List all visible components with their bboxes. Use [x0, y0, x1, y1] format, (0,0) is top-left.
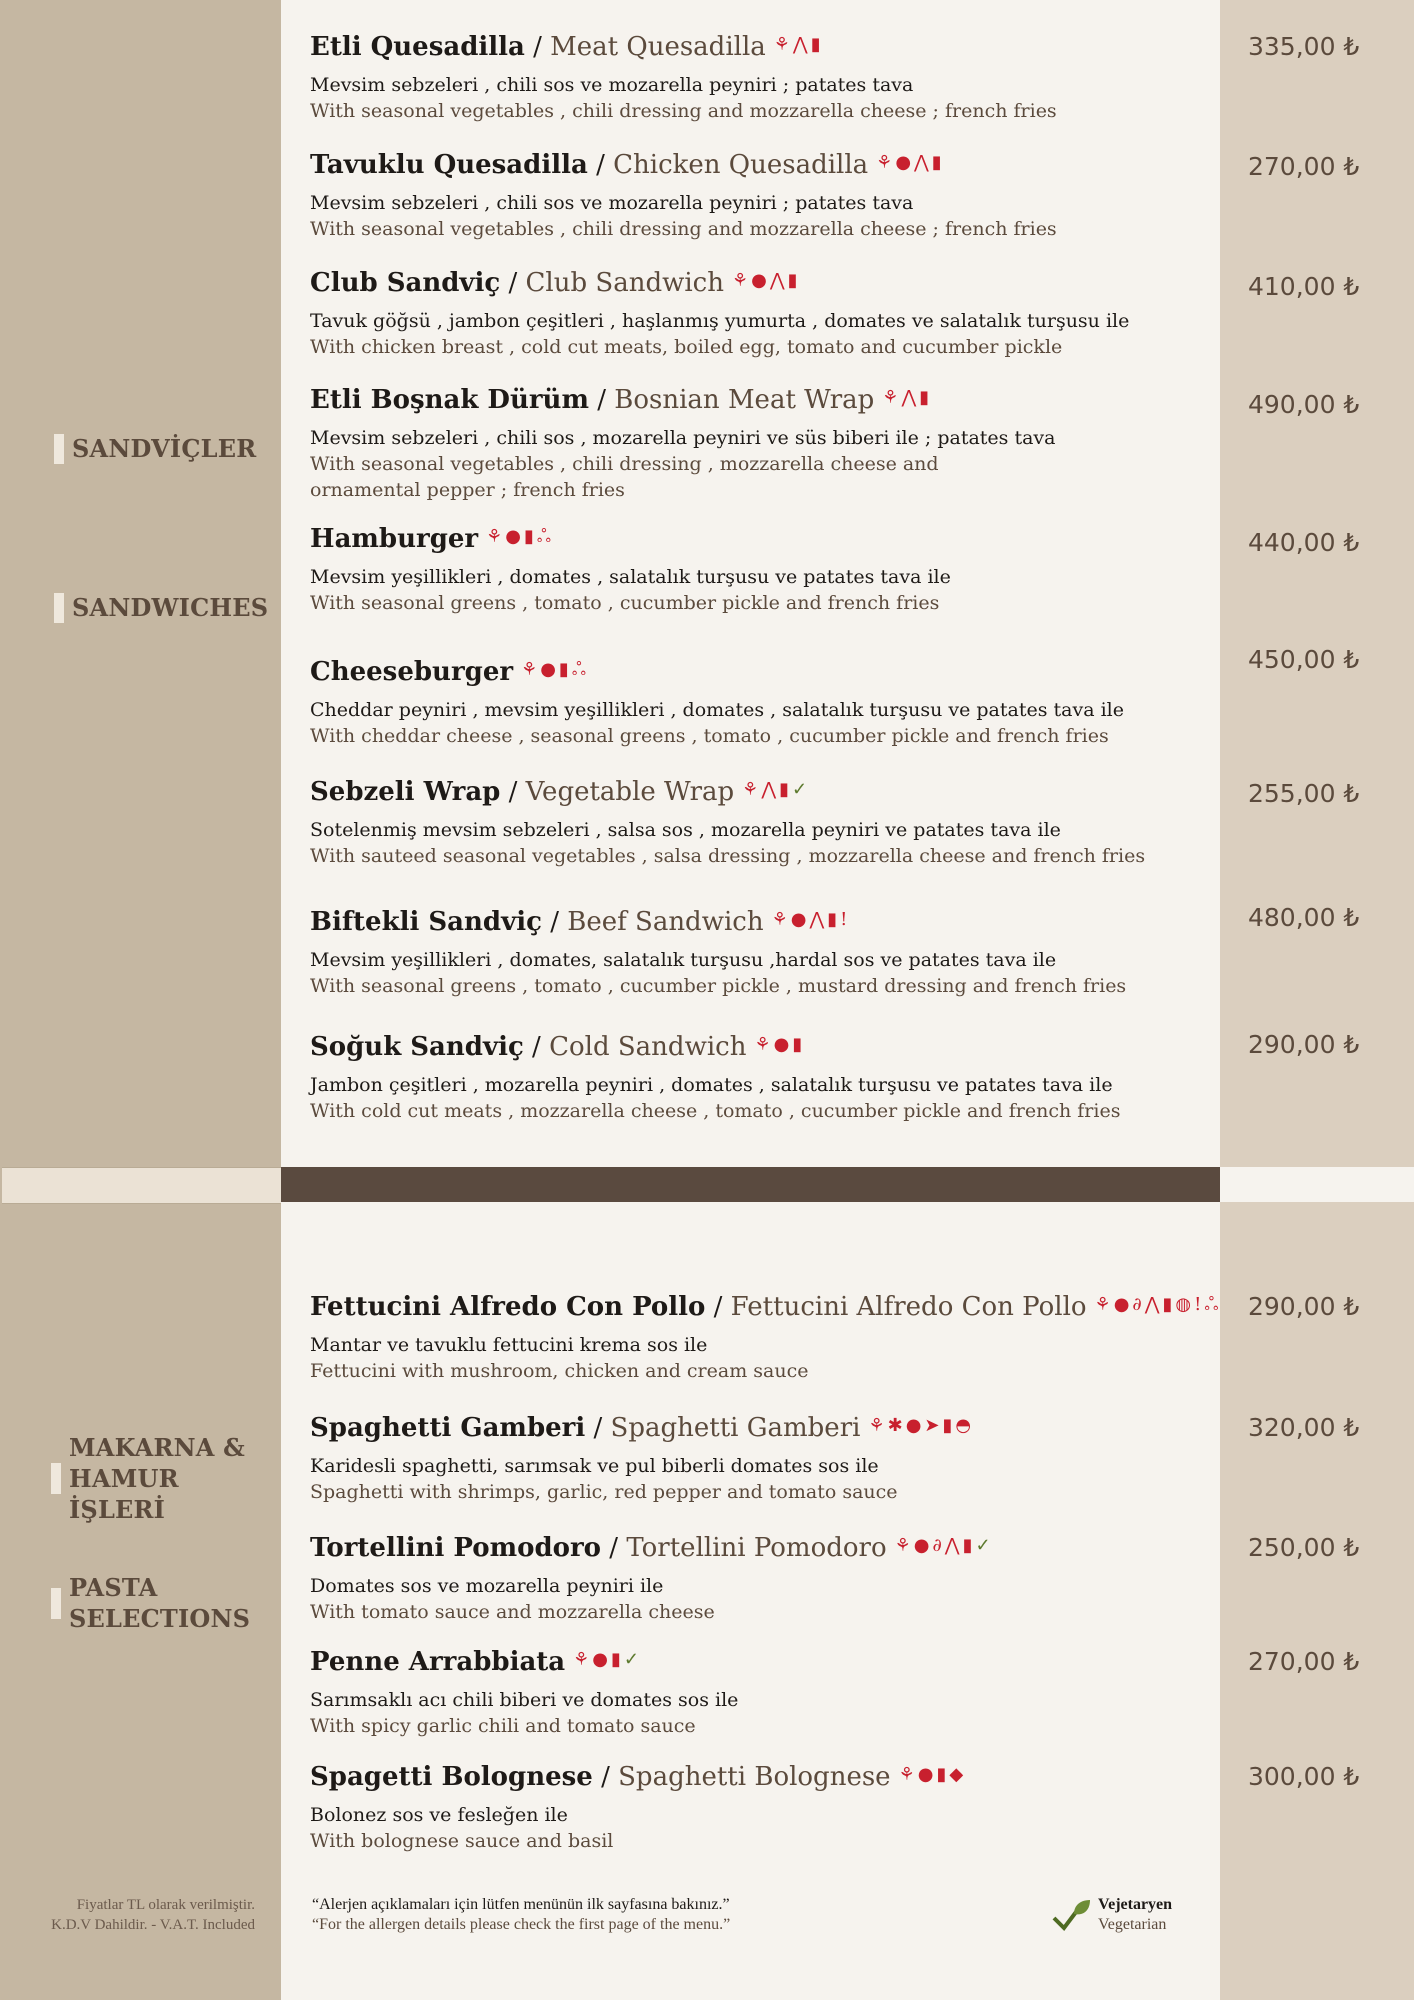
name-separator: / [524, 32, 551, 62]
item-title [310, 522, 1210, 556]
item-name-en: Club Sandwich [525, 268, 724, 298]
item-name-tr: Hamburger [310, 524, 479, 554]
egg-icon: ● [773, 1034, 790, 1055]
menu-item [310, 905, 1210, 999]
section-divider-left [2, 1167, 281, 1204]
item-price: 335,00 ₺ [1248, 32, 1360, 61]
gluten-icon: ⚘ [894, 1535, 911, 1556]
item-desc-en: Spaghetti with shrimps, garlic, red pepper and tomato sauce [310, 1481, 898, 1503]
category-marker [51, 1463, 61, 1494]
item-name-tr: Tavuklu Quesadilla [310, 150, 588, 180]
milk-icon: ▮ [787, 270, 798, 291]
allergen-icons [732, 271, 798, 291]
item-price: 450,00 ₺ [1248, 645, 1360, 674]
item-desc-en: With sauteed seasonal vegetables , salsa dressing , mozzarella cheese and french fries [310, 845, 1146, 867]
sesame-icon: ஃ [1204, 1294, 1219, 1315]
name-separator: / [500, 777, 526, 807]
menu-item [310, 1030, 1210, 1124]
milk-icon: ▮ [558, 659, 569, 680]
item-desc-en: With cheddar cheese , seasonal greens , tomato , cucumber pickle and french fries [310, 725, 1109, 747]
egg-icon: ● [895, 152, 912, 173]
egg-icon: ● [540, 659, 556, 680]
celery-icon: ⋀ [944, 1535, 960, 1556]
item-name-tr: Spaghetti Gamberi [310, 1413, 586, 1443]
celery-icon: ⋀ [761, 779, 777, 800]
item-price: 440,00 ₺ [1248, 528, 1360, 557]
item-desc-tr: Sotelenmiş mevsim sebzeleri , salsa sos , mozarella peyniri ve patates tava ile [310, 819, 1061, 841]
item-desc-en: With spicy garlic chili and tomato sauce [310, 1715, 696, 1737]
item-name-en: Fettucini Alfredo Con Pollo [730, 1292, 1087, 1322]
item-desc-tr: Tavuk göğsü , jambon çeşitleri , haşlanmış yumurta , domates ve salatalık turşusu ile [310, 310, 1130, 332]
item-desc-tr: Mevsim sebzeleri , chili sos ve mozarella peyniri ; patates tava [310, 192, 914, 214]
item-desc-en: With chicken breast , cold cut meats, boiled egg, tomato and cucumber pickle [310, 336, 1063, 358]
crustacean-icon: ✱ [887, 1415, 903, 1436]
item-name-tr: Cheeseburger [310, 657, 514, 687]
gluten-icon: ⚘ [486, 526, 503, 547]
allergen-icons [1095, 1295, 1219, 1315]
soy-icon: ◍ [1175, 1294, 1192, 1315]
allergen-icons [868, 1416, 971, 1436]
menu-item [310, 30, 1210, 124]
egg-icon: ● [1113, 1294, 1130, 1315]
milk-icon: ▮ [936, 1764, 947, 1785]
item-price: 250,00 ₺ [1248, 1533, 1360, 1562]
menu-item [310, 266, 1210, 360]
item-price: 290,00 ₺ [1248, 1292, 1360, 1321]
item-title [310, 905, 1210, 939]
item-price: 290,00 ₺ [1248, 1030, 1360, 1059]
item-title [310, 383, 1210, 417]
section-divider-right [1220, 1167, 1414, 1202]
vegetarian-legend [1052, 1895, 1172, 1935]
vegetarian-icon: ✓ [623, 1649, 640, 1670]
item-desc-tr: Mantar ve tavuklu fettucini krema sos ile [310, 1334, 708, 1356]
milk-icon: ▮ [810, 34, 821, 55]
egg-icon: ● [592, 1649, 609, 1670]
menu-item [310, 1411, 1210, 1505]
section-divider [281, 1167, 1220, 1202]
item-desc-tr: Mevsim yeşillikleri , domates , salatalık turşusu ve patates tava ile [310, 566, 951, 588]
item-desc-en: Fettucini with mushroom, chicken and cream sauce [310, 1360, 809, 1382]
gluten-icon: ⚘ [898, 1764, 915, 1785]
gluten-icon: ⚘ [882, 387, 899, 408]
item-name-tr: Penne Arrabbiata [310, 1647, 566, 1677]
price-note-line1: Fiyatlar TL olarak verilmiştir. [76, 1897, 255, 1913]
gluten-icon: ⚘ [731, 270, 749, 291]
item-title [310, 1411, 1210, 1445]
menu-item [310, 1531, 1210, 1625]
mollusc-icon: ◓ [955, 1415, 972, 1436]
menu-item [310, 775, 1210, 869]
item-name-tr: Etli Quesadilla [310, 32, 525, 62]
mustard-icon: ! [1194, 1294, 1202, 1315]
item-title [310, 30, 1210, 64]
egg-icon: ● [913, 1535, 930, 1556]
item-title [310, 148, 1210, 182]
name-separator: / [588, 385, 615, 415]
menu-item [310, 383, 1210, 503]
item-desc-en: With tomato sauce and mozzarella cheese [310, 1601, 715, 1623]
item-title [310, 1645, 1210, 1679]
item-price: 410,00 ₺ [1248, 272, 1360, 301]
item-name-tr: Sebzeli Wrap [310, 777, 501, 807]
category-label: SANDVİÇLER [72, 434, 257, 463]
item-name-en: Beef Sandwich [567, 907, 764, 937]
milk-icon: ▮ [962, 1535, 973, 1556]
item-desc-en: With seasonal greens , tomato , cucumber pickle , mustard dressing and french fries [310, 975, 1127, 997]
category-marker [54, 593, 64, 623]
milk-icon: ▮ [931, 152, 942, 173]
item-name-en: Vegetable Wrap [525, 777, 735, 807]
allergen-icons [521, 660, 586, 680]
menu-item [310, 148, 1210, 242]
gluten-icon: ⚘ [754, 1034, 771, 1055]
item-name-en: Spaghetti Gamberi [610, 1413, 861, 1443]
item-price: 255,00 ₺ [1248, 779, 1360, 808]
gluten-icon: ⚘ [876, 152, 893, 173]
item-name-en: Spaghetti Bolognese [618, 1762, 891, 1792]
gluten-icon: ⚘ [773, 34, 790, 55]
item-price: 480,00 ₺ [1248, 903, 1360, 932]
item-price: 270,00 ₺ [1248, 152, 1360, 181]
category-marker [51, 1588, 61, 1619]
celery-icon: ⋀ [914, 152, 929, 173]
name-separator: / [587, 150, 614, 180]
item-name-tr: Etli Boşnak Dürüm [310, 385, 589, 415]
fish-icon: ➤ [924, 1415, 940, 1436]
vegetarian-leaf-icon [1052, 1898, 1092, 1932]
name-separator: / [500, 268, 526, 298]
item-desc-tr: Domates sos ve mozarella peyniri ile [310, 1575, 664, 1597]
sesame-icon: ஃ [536, 526, 552, 547]
gluten-icon: ⚘ [1094, 1294, 1111, 1315]
legend-label-en: Vegetarian [1098, 1916, 1167, 1933]
item-price: 270,00 ₺ [1248, 1647, 1360, 1676]
celery-icon: ⋀ [769, 270, 785, 291]
item-title [310, 1290, 1219, 1324]
item-price: 320,00 ₺ [1248, 1413, 1360, 1442]
item-price: 300,00 ₺ [1248, 1762, 1360, 1791]
item-price: 490,00 ₺ [1248, 390, 1360, 419]
menu-item [310, 1760, 1210, 1854]
category-panel [0, 0, 281, 2000]
menu-item [310, 1290, 1219, 1384]
category-sandwiches-en [54, 592, 268, 623]
item-desc-tr: Jambon çeşitleri , mozarella peyniri , domates , salatalık turşusu ve patates tava ile [310, 1074, 1113, 1096]
item-desc-tr: Mevsim sebzeleri , chili sos , mozarella peyniri ve süs biberi ile ; patates tava [310, 427, 1056, 449]
allergen-icons [895, 1536, 991, 1556]
milk-icon: ▮ [827, 909, 838, 930]
allergen-note [312, 1895, 730, 1935]
item-name-en: Tortellini Pomodoro [626, 1533, 887, 1563]
item-desc-tr: Bolonez sos ve fesleğen ile [310, 1804, 568, 1826]
item-title [310, 266, 1210, 300]
item-desc-tr: Mevsim sebzeleri , chili sos ve mozarella peyniri ; patates tava [310, 74, 914, 96]
category-label: MAKARNA & HAMUR İŞLERİ [69, 1433, 246, 1524]
name-separator: / [601, 1533, 627, 1563]
category-pasta-tr [51, 1432, 269, 1525]
allergen-icons [772, 910, 848, 930]
gluten-icon: ⚘ [521, 659, 538, 680]
item-name-tr: Soğuk Sandviç [310, 1032, 524, 1062]
name-separator: / [705, 1292, 731, 1322]
allergen-icons [876, 153, 942, 173]
item-name-tr: Tortellini Pomodoro [310, 1533, 602, 1563]
item-title [310, 775, 1210, 809]
egg-icon: ● [505, 526, 521, 547]
item-desc-en: With cold cut meats , mozzarella cheese , tomato , cucumber pickle and french fries [310, 1100, 1121, 1122]
celery-icon: ⋀ [792, 34, 808, 55]
allergen-icons [899, 1765, 964, 1785]
milk-icon: ▮ [792, 1034, 803, 1055]
allergen-icons [742, 780, 807, 800]
name-separator: / [523, 1032, 550, 1062]
allergen-icons [882, 388, 929, 408]
gluten-icon: ⚘ [742, 779, 759, 800]
category-sandwiches-tr [54, 433, 256, 464]
sesame-icon: ஃ [571, 659, 586, 680]
item-desc-tr: Sarımsaklı acı chili biberi ve domates sos ile [310, 1689, 739, 1711]
item-name-tr: Spagetti Bolognese [310, 1762, 593, 1792]
menu-item [310, 655, 1210, 749]
milk-icon: ▮ [942, 1415, 953, 1436]
milk-icon: ▮ [523, 526, 534, 547]
allergen-icons [774, 35, 821, 55]
legend-label-tr: Vejetaryen [1098, 1896, 1173, 1913]
category-pasta-en [51, 1572, 269, 1634]
peanut-icon: ∂ [1132, 1294, 1142, 1315]
item-name-en: Chicken Quesadilla [613, 150, 869, 180]
milk-icon: ▮ [1162, 1294, 1173, 1315]
milk-icon: ▮ [611, 1649, 621, 1670]
mustard-icon: ! [840, 909, 848, 930]
sulphite-icon: ◆ [949, 1764, 964, 1785]
name-separator: / [592, 1762, 619, 1792]
item-name-en: Meat Quesadilla [550, 32, 766, 62]
allergen-note-en: “For the allergen details please check the first page of the menu.” [312, 1916, 731, 1933]
category-label: SANDWICHES [72, 593, 269, 622]
allergen-note-tr: “Alerjen açıklamaları için lütfen menünün ilk sayfasına bakınız.” [312, 1896, 730, 1913]
egg-icon: ● [905, 1415, 922, 1436]
egg-icon: ● [917, 1764, 934, 1785]
category-marker [54, 434, 64, 464]
item-title [310, 1531, 1210, 1565]
gluten-icon: ⚘ [868, 1415, 885, 1436]
item-name-tr: Biftekli Sandviç [310, 907, 542, 937]
milk-icon: ▮ [919, 387, 930, 408]
item-desc-en: With seasonal vegetables , chili dressing , mozzarella cheese and ornamental pepper ; french fries [310, 453, 939, 501]
gluten-icon: ⚘ [573, 1649, 590, 1670]
price-note [20, 1895, 255, 1935]
allergen-icons [754, 1035, 802, 1055]
item-title [310, 655, 1210, 689]
item-desc-en: With seasonal vegetables , chili dressing and mozzarella cheese ; french fries [310, 100, 1057, 122]
item-desc-en: With bolognese sauce and basil [310, 1830, 614, 1852]
name-separator: / [585, 1413, 611, 1443]
egg-icon: ● [790, 909, 807, 930]
item-desc-tr: Karidesli spaghetti, sarımsak ve pul biberli domates sos ile [310, 1455, 879, 1477]
item-name-en: Bosnian Meat Wrap [614, 385, 875, 415]
allergen-icons [573, 1650, 639, 1670]
price-note-line2: K.D.V Dahildir. - V.A.T. Included [51, 1917, 255, 1933]
celery-icon: ⋀ [1144, 1294, 1160, 1315]
item-name-en: Cold Sandwich [549, 1032, 747, 1062]
item-desc-en: With seasonal vegetables , chili dressing and mozzarella cheese ; french fries [310, 218, 1057, 240]
item-title [310, 1030, 1210, 1064]
menu-item [310, 1645, 1210, 1739]
item-title [310, 1760, 1210, 1794]
vegetarian-icon: ✓ [791, 779, 808, 800]
allergen-icons [486, 527, 551, 547]
item-name-tr: Fettucini Alfredo Con Pollo [310, 1292, 706, 1322]
peanut-icon: ∂ [932, 1535, 942, 1556]
item-name-tr: Club Sandviç [310, 268, 501, 298]
gluten-icon: ⚘ [771, 909, 788, 930]
item-desc-tr: Mevsim yeşillikleri , domates, salatalık turşusu ,hardal sos ve patates tava ile [310, 949, 1057, 971]
celery-icon: ⋀ [809, 909, 825, 930]
name-separator: / [541, 907, 568, 937]
milk-icon: ▮ [779, 779, 789, 800]
category-label: PASTA SELECTIONS [69, 1573, 251, 1633]
item-desc-en: With seasonal greens , tomato , cucumber pickle and french fries [310, 592, 940, 614]
item-desc-tr: Cheddar peyniri , mevsim yeşillikleri , domates , salatalık turşusu ve patates tava ile [310, 699, 1124, 721]
menu-item [310, 522, 1210, 616]
celery-icon: ⋀ [901, 387, 917, 408]
vegetarian-icon: ✓ [975, 1535, 991, 1556]
egg-icon: ● [751, 270, 767, 291]
